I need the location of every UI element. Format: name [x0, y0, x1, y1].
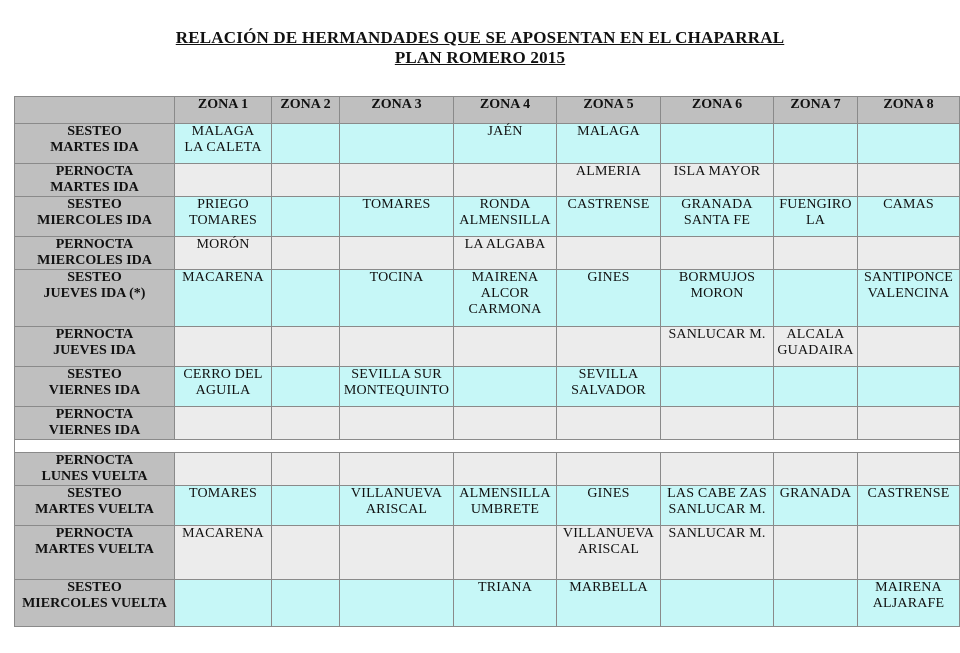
zone-cell	[557, 453, 661, 486]
hermandad-name: MONTEQUINTO	[343, 383, 450, 398]
zone-cell	[175, 237, 272, 270]
zone-header: ZONA 7	[774, 97, 858, 124]
hermandad-name: SANLUCAR M.	[668, 502, 766, 517]
row-label-line: SESTEO	[67, 270, 122, 285]
zone-cell	[774, 526, 858, 580]
hermandad-name: ALMENSILLA	[459, 486, 551, 501]
hermandad-name: CASTRENSE	[567, 197, 650, 212]
zone-cell	[175, 164, 272, 197]
hermandad-name: LA	[805, 213, 826, 228]
separator-row	[15, 440, 960, 453]
zone-cell	[272, 124, 340, 164]
row-label-line: MIERCOLES IDA	[37, 253, 152, 268]
zone-cell	[774, 197, 858, 237]
zone-cell	[454, 124, 557, 164]
zone-cell	[774, 367, 858, 407]
zone-cell	[858, 327, 960, 367]
schedule-row	[15, 526, 960, 580]
hermandad-name: AGUILA	[195, 383, 251, 398]
zone-cell	[454, 270, 557, 327]
zone-header: ZONA 2	[272, 97, 340, 124]
hermandad-name: BORMUJOS	[678, 270, 756, 285]
hermandad-name: SANLUCAR M.	[668, 327, 766, 342]
schedule-row	[15, 453, 960, 486]
title-block	[0, 28, 960, 68]
hermandad-name: MALAGA	[577, 124, 640, 139]
hermandad-name: TOMARES	[188, 213, 258, 228]
zone-cell	[858, 237, 960, 270]
zone-cell	[557, 580, 661, 627]
zone-cell	[340, 237, 454, 270]
hermandad-name: SANTA FE	[683, 213, 751, 228]
zone-cell	[661, 124, 774, 164]
zone-cell	[454, 237, 557, 270]
hermandad-name: GRANADA	[681, 197, 753, 212]
zone-cell	[272, 237, 340, 270]
zone-cell	[557, 526, 661, 580]
zone-cell	[774, 164, 858, 197]
document-title: RELACIÓN DE HERMANDADES QUE SE APOSENTAN EN EL CHAPARRAL	[175, 28, 785, 47]
zone-header: ZONA 5	[557, 97, 661, 124]
zone-cell	[272, 327, 340, 367]
hermandad-name: TOMARES	[188, 486, 258, 501]
hermandad-name: SANLUCAR M.	[668, 526, 766, 541]
zone-cell	[661, 367, 774, 407]
row-label-line: MARTES IDA	[50, 180, 139, 195]
hermandad-name: ALCOR	[480, 286, 530, 301]
zone-cell	[175, 197, 272, 237]
hermandad-name: VALENCINA	[867, 286, 950, 301]
zone-cell	[175, 580, 272, 627]
zone-cell	[340, 486, 454, 526]
schedule-row	[15, 164, 960, 197]
row-label	[15, 270, 175, 327]
zone-cell	[557, 197, 661, 237]
zone-cell	[557, 270, 661, 327]
zone-cell	[774, 580, 858, 627]
row-label-line: SESTEO	[67, 367, 122, 382]
hermandad-name: ARISCAL	[577, 542, 640, 557]
row-label-line: JUEVES IDA	[53, 343, 136, 358]
row-label	[15, 124, 175, 164]
row-label-line: MARTES VUELTA	[35, 502, 154, 517]
zone-cell	[557, 124, 661, 164]
hermandad-name: MALAGA	[191, 124, 255, 139]
row-label-line: SESTEO	[67, 580, 122, 595]
zone-cell	[454, 580, 557, 627]
schedule-row	[15, 407, 960, 440]
row-label-line: MARTES IDA	[50, 140, 139, 155]
zone-cell	[661, 164, 774, 197]
schedule-row	[15, 486, 960, 526]
zone-cell	[557, 407, 661, 440]
zone-cell	[557, 486, 661, 526]
row-label-line: SESTEO	[67, 486, 122, 501]
zone-cell	[774, 237, 858, 270]
hermandad-name: MACARENA	[182, 526, 264, 541]
zone-cell	[454, 526, 557, 580]
zone-cell	[774, 407, 858, 440]
hermandad-name: SALVADOR	[571, 383, 646, 398]
hermandad-name: GINES	[587, 486, 630, 501]
hermandad-name: LAS CABE ZAS	[667, 486, 767, 501]
zone-cell	[858, 486, 960, 526]
row-label	[15, 164, 175, 197]
zone-cell	[340, 124, 454, 164]
schedule-row	[15, 197, 960, 237]
zone-cell	[557, 164, 661, 197]
zone-cell	[175, 124, 272, 164]
zone-cell	[175, 526, 272, 580]
zone-cell	[661, 237, 774, 270]
hermandad-name: CASTRENSE	[867, 486, 950, 501]
zone-cell	[661, 327, 774, 367]
hermandad-name: ARISCAL	[365, 502, 428, 517]
zone-header: ZONA 1	[175, 97, 272, 124]
zone-header: ZONA 6	[661, 97, 774, 124]
zone-cell	[454, 327, 557, 367]
zone-cell	[774, 124, 858, 164]
hermandad-name: GINES	[587, 270, 630, 285]
zone-cell	[175, 270, 272, 327]
zone-cell	[175, 407, 272, 440]
row-label-line: MIERCOLES IDA	[37, 213, 152, 228]
document-subtitle: PLAN ROMERO 2015	[394, 48, 566, 67]
row-label	[15, 453, 175, 486]
zone-header-row	[15, 97, 960, 124]
zone-cell	[175, 367, 272, 407]
hermandad-name: UMBRETE	[470, 502, 540, 517]
zone-cell	[454, 367, 557, 407]
row-label-line: PERNOCTA	[55, 453, 134, 468]
hermandad-name: PRIEGO	[197, 197, 249, 212]
zone-cell	[272, 197, 340, 237]
row-label-line: LUNES VUELTA	[41, 469, 148, 484]
hermandad-name: VILLANUEVA	[350, 486, 443, 501]
hermandad-name: RONDA	[479, 197, 531, 212]
zone-cell	[661, 453, 774, 486]
schedule-row	[15, 124, 960, 164]
hermandad-name: GUADAIRA	[777, 343, 854, 358]
row-label-line: MIERCOLES VUELTA	[22, 596, 167, 611]
hermandad-name: TOMARES	[362, 197, 431, 212]
schedule-row	[15, 327, 960, 367]
hermandad-name: VILLANUEVA	[562, 526, 655, 541]
zone-cell	[858, 580, 960, 627]
zone-cell	[557, 237, 661, 270]
row-label-line: MARTES VUELTA	[35, 542, 154, 557]
zone-cell	[454, 453, 557, 486]
row-label-line: PERNOCTA	[55, 407, 134, 422]
zone-cell	[340, 270, 454, 327]
zone-cell	[858, 407, 960, 440]
hermandades-table	[14, 96, 960, 627]
zone-cell	[661, 486, 774, 526]
hermandad-name: CAMAS	[883, 197, 934, 212]
schedule-row	[15, 237, 960, 270]
zone-cell	[175, 486, 272, 526]
zone-cell	[454, 164, 557, 197]
zone-cell	[858, 164, 960, 197]
hermandad-name: SANTIPONCE	[863, 270, 954, 285]
hermandad-name: MAIRENA	[471, 270, 539, 285]
zone-cell	[175, 453, 272, 486]
row-label	[15, 197, 175, 237]
zone-cell	[340, 164, 454, 197]
schedule-row	[15, 270, 960, 327]
row-label-line: SESTEO	[67, 124, 122, 139]
row-label	[15, 526, 175, 580]
row-label-line: PERNOCTA	[55, 164, 134, 179]
zone-header: ZONA 3	[340, 97, 454, 124]
hermandad-name: MARBELLA	[569, 580, 648, 595]
zone-cell	[858, 526, 960, 580]
hermandad-name: CARMONA	[468, 302, 542, 317]
zone-cell	[272, 453, 340, 486]
hermandad-name: SEVILLA SUR	[351, 367, 442, 382]
zone-cell	[661, 270, 774, 327]
zone-cell	[340, 367, 454, 407]
row-label-line: VIERNES IDA	[48, 383, 141, 398]
row-label	[15, 237, 175, 270]
zone-cell	[272, 367, 340, 407]
zone-cell	[175, 327, 272, 367]
hermandad-name: SEVILLA	[578, 367, 639, 382]
separator-cell	[15, 440, 960, 453]
row-label-line: PERNOCTA	[55, 237, 134, 252]
hermandad-name: MAIRENA	[875, 580, 942, 595]
schedule-row	[15, 367, 960, 407]
hermandad-name: MACARENA	[182, 270, 264, 285]
zone-cell	[661, 407, 774, 440]
hermandad-name: MORÓN	[196, 237, 250, 252]
zone-cell	[340, 580, 454, 627]
row-label	[15, 327, 175, 367]
row-label	[15, 367, 175, 407]
zone-cell	[454, 197, 557, 237]
row-label-line: PERNOCTA	[55, 526, 134, 541]
zone-cell	[557, 327, 661, 367]
zone-cell	[774, 486, 858, 526]
zone-cell	[858, 367, 960, 407]
hermandad-name: CERRO DEL	[183, 367, 263, 382]
zone-cell	[454, 407, 557, 440]
row-label-line: JUEVES IDA (*)	[43, 286, 146, 301]
zone-cell	[661, 526, 774, 580]
zone-cell	[774, 270, 858, 327]
zone-cell	[272, 164, 340, 197]
hermandad-name: FUENGIRO	[779, 197, 852, 212]
row-label-line: PERNOCTA	[55, 327, 134, 342]
zone-cell	[272, 270, 340, 327]
zone-cell	[858, 124, 960, 164]
zone-cell	[661, 197, 774, 237]
zone-cell	[340, 197, 454, 237]
hermandad-name: LA ALGABA	[464, 237, 546, 252]
hermandad-name: ALMERIA	[575, 164, 642, 179]
zone-cell	[774, 327, 858, 367]
zone-cell	[272, 407, 340, 440]
zone-cell	[272, 580, 340, 627]
row-label	[15, 580, 175, 627]
zone-cell	[340, 327, 454, 367]
zone-header: ZONA 8	[858, 97, 960, 124]
zone-cell	[272, 526, 340, 580]
hermandad-name: ALJARAFE	[872, 596, 945, 611]
hermandad-name: MORON	[690, 286, 744, 301]
corner-cell	[15, 97, 175, 124]
hermandad-name: JAÉN	[487, 124, 523, 139]
hermandad-name: ISLA MAYOR	[673, 164, 761, 179]
hermandad-name: TRIANA	[477, 580, 533, 595]
row-label	[15, 407, 175, 440]
zone-cell	[557, 367, 661, 407]
zone-cell	[774, 453, 858, 486]
zone-cell	[454, 486, 557, 526]
zone-cell	[340, 407, 454, 440]
zone-cell	[858, 270, 960, 327]
row-label	[15, 486, 175, 526]
row-label-line: SESTEO	[67, 197, 122, 212]
hermandad-name: ALCALA	[786, 327, 845, 342]
zone-cell	[340, 526, 454, 580]
hermandad-name: LA CALETA	[184, 140, 262, 155]
hermandad-name: ALMENSILLA	[459, 213, 551, 228]
zone-header: ZONA 4	[454, 97, 557, 124]
hermandad-name: GRANADA	[779, 486, 852, 501]
zone-cell	[272, 486, 340, 526]
zone-cell	[661, 580, 774, 627]
schedule-row	[15, 580, 960, 627]
zone-cell	[340, 453, 454, 486]
row-label-line: VIERNES IDA	[48, 423, 141, 438]
zone-cell	[858, 197, 960, 237]
zone-cell	[858, 453, 960, 486]
hermandad-name: TOCINA	[369, 270, 424, 285]
